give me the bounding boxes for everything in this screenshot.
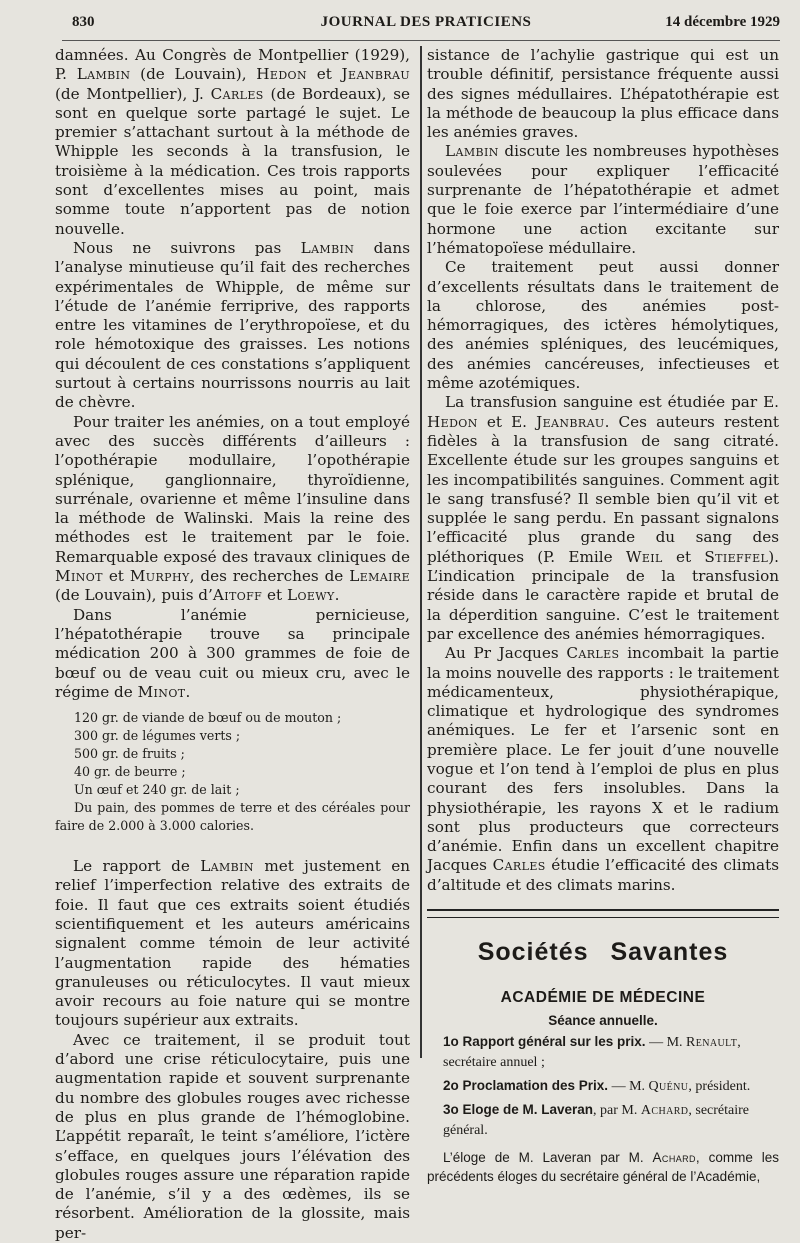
- recipe-line: 120 gr. de viande de bœuf ou de mouton ;: [74, 710, 342, 726]
- section-title: Sociétés Savantes: [477, 938, 729, 967]
- header-rule: [62, 40, 780, 41]
- right-column: [427, 46, 779, 1186]
- paragraph: Lambin discute les nombreuses hypothèses soulevées pour expliquer l’efficacité surprenante de l’hépatothérapie et admet que le foie exerce par l’intermédiaire d’une hormone une action excitante sur l’hématopoïese médullaire.: [427, 142, 779, 257]
- recipe-line: 500 gr. de fruits ;: [74, 746, 185, 762]
- academy-heading: ACADÉMIE DE MÉDECINE: [500, 989, 706, 1007]
- paragraph: Ce traitement peut aussi donner d’excellents résultats dans le traitement de la chlorose, des anémies post-hémorragiques, des ictères hémolytiques, des anémies spléniques, des leucémiques, des anémies cancéreuses, infectieuses et même azotémiques.: [427, 258, 779, 393]
- journal-title: JOURNAL DES PRATICIENS: [320, 14, 532, 30]
- recipe-line: 300 gr. de légumes verts ;: [74, 728, 241, 744]
- paragraph: Au Pr Jacques Carles incombait la partie la moins nouvelle des rapports : le traitement médicamenteux, physiothérapique, climatique et hydrologique des syndromes anémiques. Le fer et l’arsenic sont en première place. Le fer jouit d’une nouvelle vogue et l’on tend à l’emploi de plus en plus courant des fers insolubles. Dans la physiothérapie, les rayons X et le radium sont plus producteurs que correcteurs d’anémie. Enfin dans un excellent chapitre Jacques Carles étudie l’efficacité des climats d’altitude et des climats marins.: [427, 644, 780, 894]
- agenda-item: 3o Eloge de M. Laveran, par M. Achard, secrétaire général.: [443, 1102, 750, 1139]
- recipe-note: Du pain, des pommes de terre et des céréales pour faire de 2.000 à 3.000 calories.: [55, 800, 410, 834]
- paragraph: sistance de l’achylie gastrique qui est un trouble définitif, persistance fréquente aussi des signes médullaires. L’hépatothérapie est la méthode de beaucoup la plus efficace dans les anémies graves.: [427, 46, 779, 142]
- page-header: [72, 14, 780, 36]
- section-rule: [427, 909, 779, 918]
- page-number: 830: [72, 14, 95, 30]
- paragraph: Pour traiter les anémies, on a tout employé avec des succès différents d’ailleurs : l’opothérapie modullaire, l’opothérapie splénique, ganglionnaire, thyroïdienne, surrénale, ovarienne et même l’insuline dans la méthode de Walinski. Mais la reine des méthodes est le traitement par le foie. Remarquable exposé des travaux cliniques de Minot et Murphy, des recherches de Lemaire (de Louvain), puis d’Aitoff et Loewy.: [55, 412, 410, 605]
- diet-recipe: [55, 709, 410, 835]
- paragraph: damnées. Au Congrès de Montpellier (1929), P. Lambin (de Louvain), Hedon et Jeanbrau (de Montpellier), J. Carles (de Bordeaux), se sont en quelque sorte partagé le sujet. Le premier s’attachant surtout à la méthode de Whipple les seconds à la transfusion, le troisième à la médication. Ces trois rapports sont d’excellentes mises au point, mais somme toute n’apportent pas de notion nouvelle.: [55, 46, 411, 238]
- paragraph: Avec ce traitement, il se produit tout d’abord une crise réticulocytaire, puis une augmentation rapide et souvent surprenante du nombre des globules rouges avec richesse de plus en plus grande de l’hémoglobine. L’appétit reparaît, le teint s’améliore, l’ictère s’efface, en quelques jours l’élévation des globules rouges assure une réparation rapide de l’anémie, s’il y a des œdèmes, ils se résorbent. Amélioration de la glossite, mais per-: [55, 1030, 410, 1242]
- agenda-item: 1o Rapport général sur les prix. — M. Renault, secrétaire annuel ;: [443, 1034, 741, 1071]
- session-heading: Séance annuelle.: [548, 1013, 658, 1029]
- paragraph: Le rapport de Lambin met justement en relief l’imperfection relative des extraits de foie. Il faut que ces extraits soient étudiés scientifiquement et les auteurs américains signalent comme témoin de leur activité l’augmentation rapide des hématies granuleuses ou réticulocytes. Il vaut mieux avoir recours au foie nature qui se montre toujours supérieur aux extraits.: [55, 857, 410, 1030]
- left-column: [55, 46, 410, 1243]
- column-divider: [420, 46, 422, 1058]
- closing-paragraph: L’éloge de M. Laveran par M. Achard, comme les précédents éloges du secrétaire général de l’Académie,: [427, 1150, 779, 1185]
- issue-date: 14 décembre 1929: [665, 14, 780, 30]
- paragraph: Nous ne suivrons pas Lambin dans l’analyse minutieuse qu’il fait des recherches expérimentales de Whipple, de même sur l’étude de l’anémie ferriprive, des rapports entre les vitamines de l’erythropoïese, et du role hémotoxique des graisses. Les notions qui découlent de ces constations s’appliquent surtout à certains nourrissons nourris au lait de chèvre.: [55, 238, 410, 412]
- paragraph: Dans l’anémie pernicieuse, l’hépatothérapie trouve sa principale médication 200 à 300 grammes de foie de bœuf ou de veau cuit ou mieux cru, avec le régime de Minot.: [55, 605, 410, 701]
- recipe-line: 40 gr. de beurre ;: [74, 764, 186, 780]
- paragraph: La transfusion sanguine est étudiée par E. Hedon et E. Jeanbrau. Ces auteurs restent fidèles à la transfusion de sang citraté. Excellente étude sur les groupes sanguins et les incompatibilités sanguines. Comment agit le sang transfusé? Il semble bien qu’il vit et supplée le sang perdu. En passant signalons l’efficacité plus grande du sang des pléthoriques (P. Emile Weil et Stieffel). L’indication principale de la transfusion réside dans le caractère rapide et brutal de la déperdition sanguine. C’est le traitement par excellence des anémies hémorragiques.: [427, 393, 779, 643]
- agenda-item: 2o Proclamation des Prix. — M. Quénu, président.: [443, 1078, 751, 1095]
- recipe-line: Un œuf et 240 gr. de lait ;: [74, 782, 240, 798]
